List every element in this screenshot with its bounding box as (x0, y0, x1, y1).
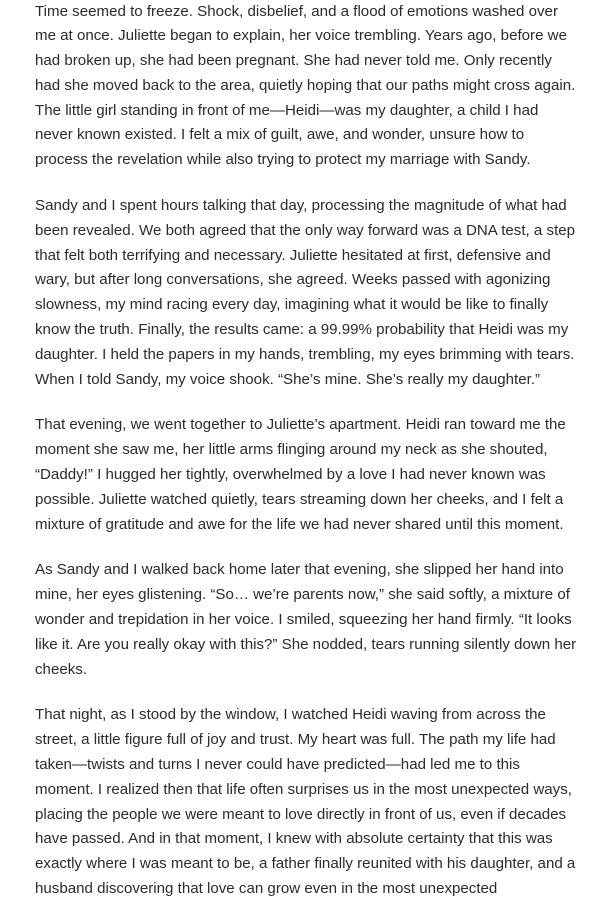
paragraph-5: That night, as I stood by the window, I watched Heidi waving from across the street, a little figure full of joy and trust. My heart was full. The path my life had taken—twists and turns I never could have predicted—had led me to this moment. I realized then that life often surprises us in the most unexpected ways, placing the people we were meant to love directly in front of us, even if decades have passed. And in that moment, I knew with absolute certainty that this was exactly where I was meant to be, a father finally reunited with his daughter, and a husband discovering that love can grow even in the most unexpected (35, 706, 576, 897)
paragraph-1: Time seemed to freeze. Shock, disbelief, and a flood of emotions washed over me at once. Juliette began to explain, her voice trembling. Years ago, before we had broken up, she had been pregnant. She had never told me. Only recently had she moved back to the area, quietly hoping that our paths might cross again. The little girl standing in front of me—Heidi—was my daughter, a child I had never known existed. I felt a mix of guilt, awe, and wonder, unsure how to process the revelation while also trying to protect my marriage with Sandy. (35, 2, 576, 169)
paragraph-3: That evening, we went together to Juliette’s apartment. Heidi ran toward me the moment she saw me, her little arms flinging around my neck as she shouted, “Daddy!” I hugged her tightly, overwhelmed by a love I had never known was possible. Juliette watched quietly, tears streaming down her cheeks, and I felt a mixture of gratitude and awe for the life we had never shared until this moment. (35, 416, 566, 533)
paragraph-4: As Sandy and I walked back home later that evening, she slipped her hand into mine, her eyes glistening. “So… we’re parents now,” she said softly, a mixture of wonder and trepidation in her voice. I smiled, squeezing her hand firmly. “It looks like it. Are you really okay with this?” She nodded, tears running silently down her cheeks. (35, 561, 577, 678)
article-body (35, 0, 580, 900)
paragraph-2: Sandy and I spent hours talking that day, processing the magnitude of what had been revealed. We both agreed that the only way forward was a DNA test, a step that felt both terrifying and necessary. Juliette hesitated at first, defensive and wary, but after long conversations, she agreed. Weeks passed with agonizing slowness, my mind racing every day, imagining what it would be like to finally know the truth. Finally, the results came: a 99.99% probability that Heidi was my daughter. I held the papers in my hands, trembling, my eyes brimming with tears. When I told Sandy, my voice shook. “She’s mine. She’s really my daughter.” (35, 197, 576, 388)
